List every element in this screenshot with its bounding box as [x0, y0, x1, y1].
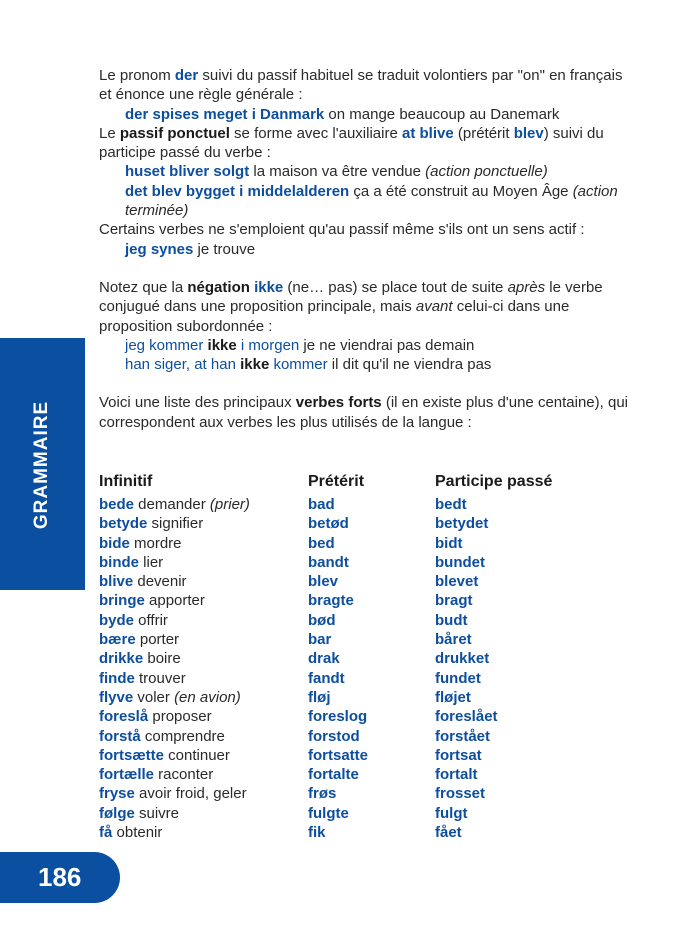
infinitive-cell	[99, 804, 308, 823]
french-translation: on mange beaucoup au Danemark	[324, 105, 560, 123]
table-header	[99, 463, 629, 491]
french-meaning: avoir froid, geler	[134, 785, 247, 803]
text: Certains verbes ne s'emploient qu'au passif même s'ils ont un sens actif :	[99, 221, 585, 239]
participle-cell: fulgt	[435, 804, 468, 822]
infinitive-cell	[99, 495, 308, 514]
infinitive-cell	[99, 611, 308, 630]
infinitive-cell	[99, 707, 308, 726]
preterit-cell: blev	[308, 573, 339, 591]
section-label: GRAMMAIRE	[31, 400, 52, 530]
key-term: verbes forts	[295, 394, 382, 412]
preterit-cell: fortsatte	[308, 746, 369, 764]
infinitive-cell	[99, 553, 308, 572]
french-meaning: mordre	[129, 534, 182, 552]
french-meaning: voler	[133, 688, 175, 706]
preterit-cell: foreslog	[308, 708, 368, 726]
page-number: 186	[38, 862, 82, 892]
infinitive-cell	[99, 823, 308, 842]
preterit-cell: bad	[308, 496, 335, 513]
danish-infinitive: foreslå	[99, 708, 149, 726]
preterit-cell: bandt	[308, 553, 349, 571]
text: le verbe conjugué dans une proposition principale, mais	[99, 278, 603, 316]
participle-cell: fortalt	[435, 766, 478, 784]
french-meaning: lier	[139, 553, 164, 571]
danish-infinitive: byde	[99, 611, 135, 629]
infinitive-cell	[99, 591, 308, 610]
danish-example: i morgen	[236, 336, 300, 354]
text: suivi du passif habituel se traduit volontiers par "on" en français et énonce une règle générale :	[99, 67, 623, 104]
example	[99, 240, 631, 259]
french-meaning: signifier	[147, 515, 204, 533]
table-row	[99, 534, 629, 553]
participle-cell: drukket	[435, 650, 490, 668]
preterit-cell: bød	[308, 611, 336, 629]
example	[99, 162, 631, 181]
french-meaning: demander	[134, 496, 210, 513]
participle-cell: bidt	[435, 534, 463, 552]
table-row	[99, 553, 629, 572]
danish-term: ikke	[254, 278, 284, 296]
danish-infinitive: bede	[99, 496, 135, 513]
paragraph-passif-actif	[99, 220, 631, 239]
emphasis: après	[507, 278, 546, 296]
infinitive-cell	[99, 669, 308, 688]
table-row	[99, 495, 629, 514]
participle-cell: bragt	[435, 592, 473, 610]
danish-infinitive: drikke	[99, 650, 144, 668]
text: celui-ci dans une proposition subordonnée :	[99, 298, 570, 335]
danish-infinitive: fortælle	[99, 766, 155, 784]
infinitive-cell	[99, 630, 308, 649]
french-translation: ça a été construit au Moyen Âge	[349, 182, 573, 200]
meaning-note: (prier)	[209, 496, 250, 513]
danish-infinitive: bringe	[99, 592, 145, 610]
french-meaning: apporter	[144, 592, 205, 610]
text: Notez que la	[99, 278, 188, 296]
participle-cell: båret	[435, 631, 472, 649]
infinitive-cell	[99, 765, 308, 784]
table-row	[99, 514, 629, 533]
text: Voici une liste des principaux	[99, 394, 296, 412]
danish-example: kommer	[269, 356, 328, 374]
french-meaning: porter	[135, 631, 180, 649]
text: Le pronom	[99, 67, 175, 84]
preterit-cell: bar	[308, 631, 332, 649]
participle-cell: bundet	[435, 553, 485, 571]
table-row	[99, 804, 629, 823]
french-translation: je trouve	[193, 240, 256, 258]
french-meaning: boire	[143, 650, 181, 668]
note: (action ponctuelle)	[425, 163, 548, 181]
danish-infinitive: binde	[99, 553, 139, 571]
danish-infinitive: bære	[99, 631, 136, 649]
table-row	[99, 649, 629, 668]
danish-infinitive: flyve	[99, 688, 134, 706]
danish-example: det blev bygget i middelalderen	[125, 182, 350, 200]
preterit-cell: fulgte	[308, 804, 349, 822]
table-row	[99, 688, 629, 707]
key-term: passif ponctuel	[119, 124, 230, 142]
note: (action terminée)	[125, 182, 618, 220]
danish-term: blev	[513, 124, 544, 142]
preterit-cell: bragte	[308, 592, 354, 610]
french-meaning: offrir	[134, 611, 168, 629]
table-body	[99, 495, 629, 842]
danish-example: han siger, at han	[125, 356, 241, 374]
table-row	[99, 707, 629, 726]
participle-cell: fundet	[435, 669, 481, 687]
infinitive-cell	[99, 727, 308, 746]
french-translation: la maison va être vendue	[249, 163, 426, 181]
table-row	[99, 727, 629, 746]
preterit-cell: bed	[308, 534, 335, 552]
preterit-cell: fløj	[308, 688, 331, 706]
example	[99, 182, 631, 221]
danish-example: jeg kommer	[125, 336, 208, 354]
text: se forme avec l'auxiliaire	[229, 124, 402, 142]
example	[99, 105, 631, 124]
infinitive-cell	[99, 688, 308, 707]
preterit-cell: fik	[308, 824, 326, 842]
negation-word: ikke	[207, 336, 237, 354]
table-row	[99, 669, 629, 688]
participle-cell: frosset	[435, 785, 486, 803]
infinitive-cell	[99, 534, 308, 553]
strong-verbs-table	[99, 463, 629, 842]
meaning-note: (en avion)	[174, 688, 241, 706]
danish-example: jeg synes	[125, 240, 194, 258]
paragraph-passif-ponctuel	[99, 124, 631, 163]
danish-infinitive: fortsætte	[99, 746, 165, 764]
negation-word: ikke	[240, 356, 270, 374]
infinitive-cell	[99, 649, 308, 668]
preterit-cell: betød	[308, 515, 349, 533]
danish-infinitive: betyde	[99, 515, 148, 533]
text: (ne… pas) se place tout de suite	[283, 278, 508, 296]
french-meaning: comprendre	[140, 727, 225, 745]
key-term: négation	[187, 278, 250, 296]
column-header-participe: Participe passé	[435, 473, 553, 490]
infinitive-cell	[99, 572, 308, 591]
danish-infinitive: følge	[99, 804, 135, 822]
danish-example: der spises meget i Danmark	[125, 105, 325, 123]
french-meaning: proposer	[148, 708, 212, 726]
text: ) suivi du participe passé du verbe :	[99, 124, 604, 162]
table-row	[99, 630, 629, 649]
grammar-text	[99, 66, 631, 432]
participle-cell: fløjet	[435, 688, 471, 706]
french-meaning: raconter	[154, 766, 214, 784]
paragraph-negation	[99, 278, 631, 336]
danish-term: at blive	[402, 124, 454, 142]
text: Le	[99, 124, 120, 142]
french-meaning: devenir	[133, 573, 187, 591]
text: (prétérit	[453, 124, 514, 142]
french-meaning: continuer	[164, 746, 230, 764]
danish-term: der	[174, 67, 199, 84]
danish-example: huset bliver solgt	[125, 163, 250, 181]
participle-cell: budt	[435, 611, 468, 629]
paragraph-verbes-forts	[99, 393, 631, 432]
paragraph-der	[99, 66, 631, 105]
table-row	[99, 591, 629, 610]
table-row	[99, 784, 629, 803]
table-row	[99, 572, 629, 591]
preterit-cell: drak	[308, 650, 340, 668]
table-row	[99, 765, 629, 784]
danish-infinitive: få	[99, 824, 113, 842]
participle-cell: blevet	[435, 573, 479, 591]
table-row	[99, 746, 629, 765]
danish-infinitive: forstå	[99, 727, 141, 745]
french-meaning: trouver	[134, 669, 186, 687]
text: (il en existe plus d'une centaine), qui correspondent aux verbes les plus utilisés de la langue :	[99, 394, 628, 431]
participle-cell: betydet	[435, 515, 489, 533]
column-header-infinitif: Infinitif	[99, 473, 153, 490]
danish-infinitive: finde	[99, 669, 135, 687]
preterit-cell: frøs	[308, 785, 337, 803]
participle-cell: bedt	[435, 496, 467, 513]
french-meaning: obtenir	[112, 824, 163, 842]
table-row	[99, 823, 629, 842]
preterit-cell: fandt	[308, 669, 345, 687]
danish-infinitive: bide	[99, 534, 130, 552]
infinitive-cell	[99, 514, 308, 533]
preterit-cell: fortalte	[308, 766, 359, 784]
french-translation: il dit qu'il ne viendra pas	[327, 356, 492, 374]
participle-cell: foreslået	[435, 708, 498, 726]
infinitive-cell	[99, 784, 308, 803]
preterit-cell: forstod	[308, 727, 360, 745]
danish-infinitive: fryse	[99, 785, 135, 803]
danish-infinitive: blive	[99, 573, 134, 591]
infinitive-cell	[99, 746, 308, 765]
participle-cell: fået	[435, 824, 462, 842]
participle-cell: forstået	[435, 727, 491, 745]
french-meaning: suivre	[134, 804, 180, 822]
column-header-preterit: Prétérit	[308, 473, 365, 490]
french-translation: je ne viendrai pas demain	[299, 336, 475, 354]
table-row	[99, 611, 629, 630]
example	[99, 336, 631, 355]
emphasis: avant	[415, 298, 453, 316]
example	[99, 355, 631, 374]
participle-cell: fortsat	[435, 746, 482, 764]
